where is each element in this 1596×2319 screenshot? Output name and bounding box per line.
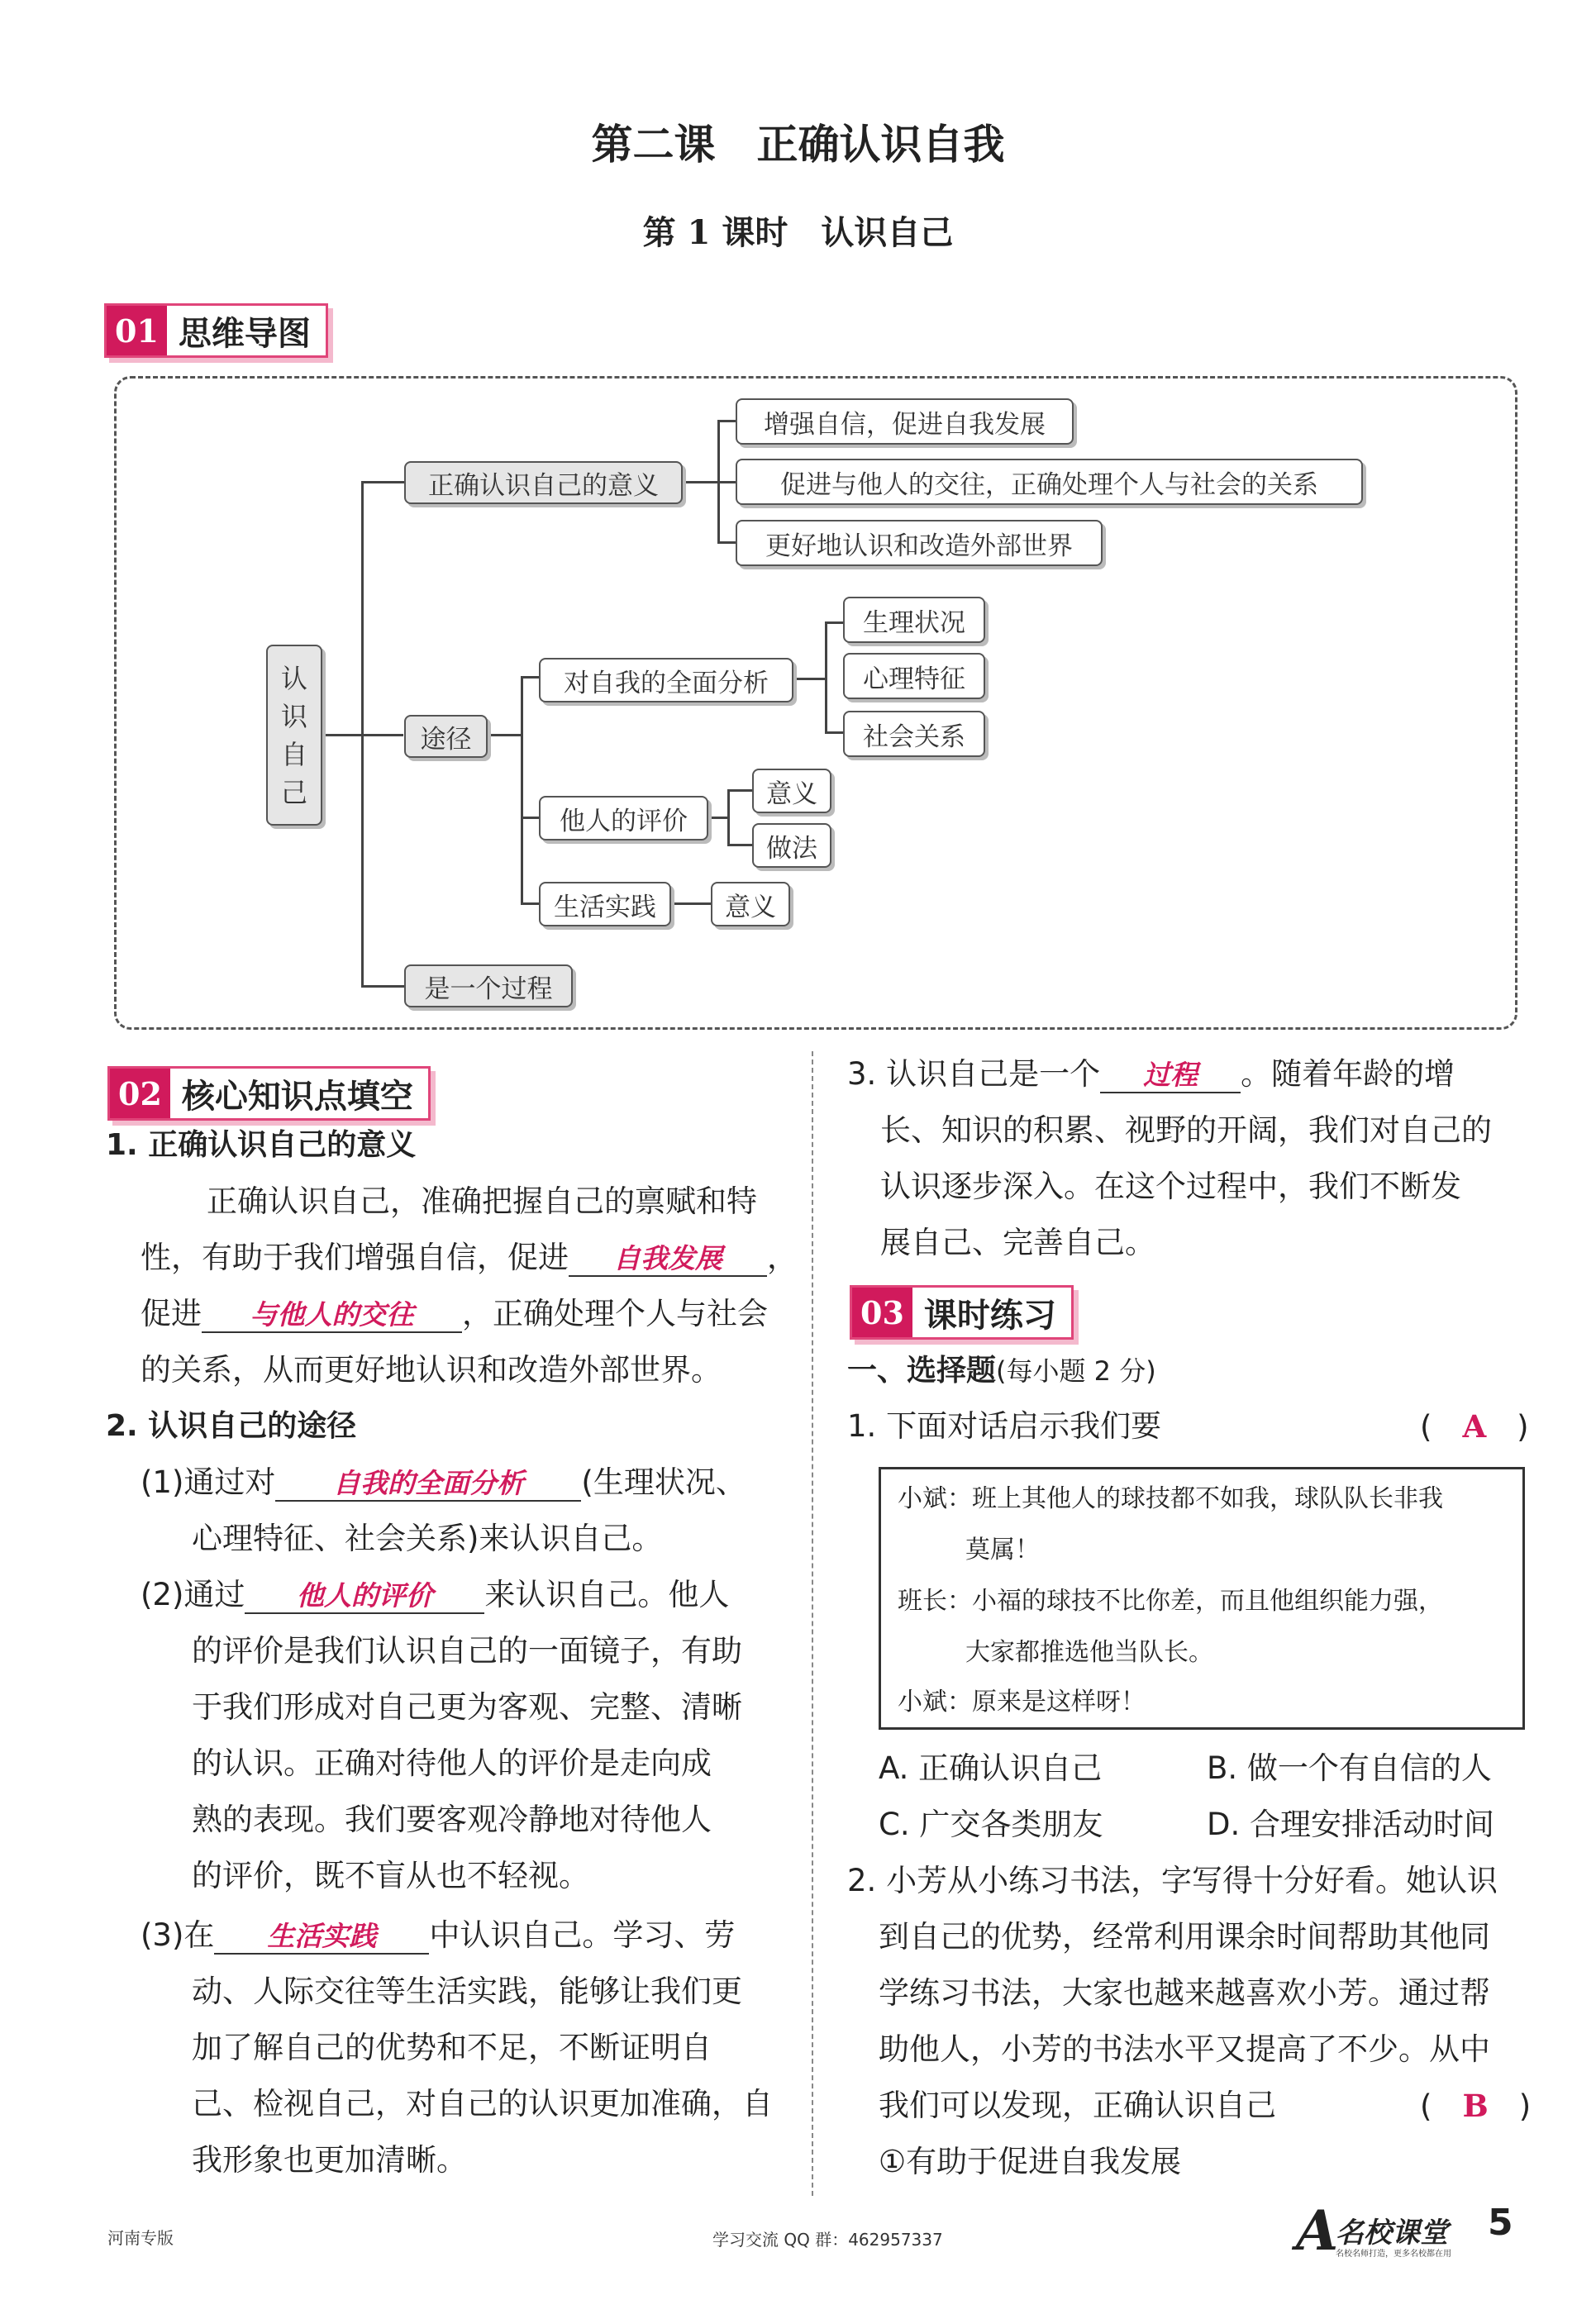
answer-blank: 他人的评价 [245,1579,484,1614]
node-physiological: 生理状况 [843,597,985,643]
node-eval-method: 做法 [752,823,831,868]
brand-logo [1296,2198,1461,2263]
text-span: 中认识自己。学习、劳 [429,1917,736,1953]
root-char: 自 [280,738,307,770]
text-line [141,1907,735,1964]
section-label: 核心知识点填空 [181,1077,413,1116]
section-03-badge [850,1285,1074,1340]
root-char: 己 [280,776,307,808]
text-line: 2. 小芳从小练习书法，字写得十分好看。她认识 [847,1863,1498,1898]
question-stem: 1. 下面对话启示我们要 [847,1408,1162,1444]
part-title: 一、选择题 [847,1354,997,1388]
text-line [141,1567,729,1623]
text-line: 学练习书法，大家也越来越喜欢小芳。通过帮 [879,1975,1490,2011]
answer-blank: 自我发展 [569,1242,767,1277]
footer-edition: 河南专版 [107,2228,174,2248]
node-eval-meaning: 意义 [752,769,831,813]
dialog-line: 班长：小福的球技不比你差，而且他组织能力强， [898,1587,1443,1616]
node-psychological: 心理特征 [843,653,985,699]
dialog-line: 莫属！ [965,1536,1040,1564]
text-line: 的认识。正确对待他人的评价是走向成 [192,1745,712,1781]
section-02-badge [107,1066,431,1121]
text-line [141,1455,746,1511]
text-line: 加了解自己的优势和不足，不断证明自 [192,2030,712,2065]
fill-q2-heading: 2. 认识自己的途径 [106,1409,357,1443]
section-number: 01 [107,306,167,355]
node-social: 社会关系 [843,711,985,757]
dialog-line: 小斌：班上其他人的球技都不如我，球队队长非我 [898,1484,1443,1513]
dialog-box [879,1467,1525,1730]
option-b: B. 做一个有自信的人 [1207,1750,1492,1786]
section-label: 课时练习 [923,1296,1056,1335]
answer-blank: 自我的全面分析 [275,1467,581,1502]
period-title: 第 1 课时 认识自己 [642,213,954,252]
section-number: 02 [110,1069,170,1118]
brand-logo-letter: A [1296,2198,1339,2263]
text-span: ， [767,1240,798,1275]
text-line: 展自己、完善自己。 [880,1225,1155,1260]
text-line: 于我们形成对自己更为客观、完整、清晰 [192,1689,742,1725]
root-char: 识 [280,700,307,732]
text-span: 。随着年龄的增 [1241,1056,1455,1092]
text-line: 的关系，从而更好地认识和改造外部世界。 [141,1352,722,1388]
part-note: (每小题 2 分) [996,1355,1156,1387]
root-char: 认 [280,662,307,694]
answer-blank: 过程 [1100,1059,1241,1093]
text-line [847,1046,1455,1102]
q2-answer-bracket: ( B ) [1420,2088,1532,2124]
node-others-eval: 他人的评价 [539,796,708,840]
text-line: 心理特征、社会关系)来认识自己。 [192,1521,663,1556]
answer-blank: 与他人的交往 [202,1298,462,1333]
node-sig-2: 促进与他人的交往，正确处理个人与社会的关系 [736,459,1363,505]
node-significance: 正确认识自己的意义 [404,461,683,504]
column-divider [812,1051,813,2196]
node-process: 是一个过程 [404,964,573,1007]
dialog-line: 大家都推选他当队长。 [965,1638,1213,1667]
text-line: 认识逐步深入。在这个过程中，我们不断发 [880,1169,1461,1204]
section-label: 思维导图 [178,314,311,353]
text-line: 我形象也更加清晰。 [192,2142,467,2178]
option-a: A. 正确认识自己 [879,1750,1103,1786]
text-span: (生理状况、 [581,1464,746,1500]
answer-letter: A [1462,1408,1487,1445]
text-span: (1)通过对 [141,1464,276,1500]
text-line: 我们可以发现，正确认识自己 [879,2088,1276,2123]
text-line [141,1230,798,1286]
text-line: 助他人，小芳的书法水平又提高了不少。从中 [879,2031,1490,2067]
text-span: 性，有助于我们增强自信，促进 [141,1240,569,1275]
text-span: (2)通过 [141,1577,245,1612]
text-line: 长、知识的积累、视野的开阔，我们对自己的 [880,1112,1492,1148]
text-line: 的评价是我们认识自己的一面镜子，有助 [192,1633,742,1669]
node-self-analysis: 对自我的全面分析 [539,658,793,702]
text-span: 促进 [141,1296,202,1331]
section-number: 03 [852,1288,912,1337]
section-01-badge [104,303,328,358]
node-practice-meaning: 意义 [711,882,790,926]
option-d: D. 合理安排活动时间 [1207,1807,1495,1842]
dialog-line: 小斌：原来是这样呀！ [898,1688,1146,1717]
answer-blank: 生活实践 [214,1920,429,1955]
footer-qq: 学习交流 QQ 群：462957337 [712,2230,943,2250]
text-span: (3)在 [141,1917,215,1953]
page-number: 5 [1488,2202,1513,2244]
node-ways: 途径 [404,715,488,758]
text-line: 的评价，既不盲从也不轻视。 [192,1858,589,1893]
text-line: 动、人际交往等生活实践，能够让我们更 [192,1974,742,2009]
node-sig-3: 更好地认识和改造外部世界 [736,520,1103,566]
q1-answer-bracket: ( A ) [1420,1408,1529,1445]
brand-name: 名校课堂 [1336,2217,1448,2250]
mindmap-root [266,645,322,826]
text-line: 熟的表现。我们要客观冷静地对待他人 [192,1802,712,1837]
lesson-title: 第二课 正确认识自我 [591,120,1005,169]
text-line: 到自己的优势，经常利用课余时间帮助其他同 [879,1919,1490,1955]
text-line [141,1286,768,1342]
q1-stem [847,1398,1161,1455]
text-span: ，正确处理个人与社会 [462,1296,768,1331]
node-practice: 生活实践 [539,882,671,926]
text-line: ①有助于促进自我发展 [879,2144,1182,2179]
option-c: C. 广交各类朋友 [879,1807,1103,1842]
node-sig-1: 增强自信，促进自我发展 [736,398,1074,445]
text-line: 正确认识自己，准确把握自己的禀赋和特 [207,1183,757,1219]
text-line: 己、检视自己，对自己的认识更加准确，自 [192,2086,773,2121]
answer-letter: B [1462,2088,1489,2124]
text-span: 3. 认识自己是一个 [847,1056,1101,1092]
fill-q1-heading: 1. 正确认识自己的意义 [106,1128,417,1162]
part-heading [847,1342,1156,1399]
brand-slogan: 名校名师打造，更多名校都在用 [1336,2250,1451,2259]
text-span: 来认识自己。他人 [484,1577,730,1612]
